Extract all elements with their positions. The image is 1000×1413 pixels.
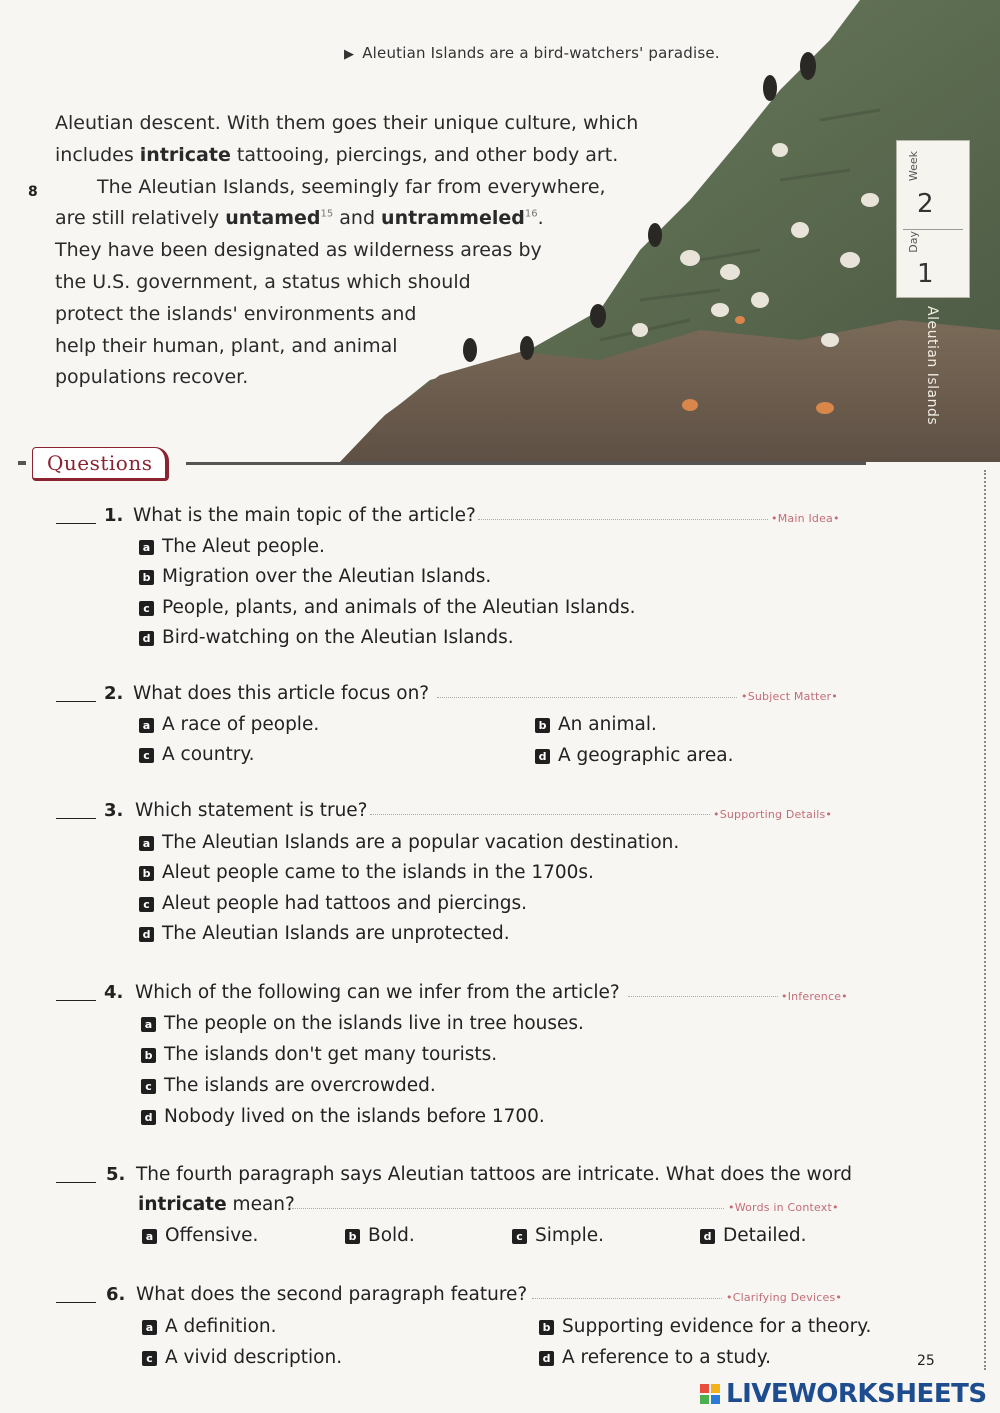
skill-label: •Words in Context• bbox=[728, 1201, 839, 1214]
caption-triangle-icon: ▶ bbox=[344, 47, 355, 62]
answer-blank[interactable] bbox=[56, 701, 96, 702]
week-label: Week bbox=[907, 151, 920, 182]
question-text: What is the main topic of the article? bbox=[133, 505, 476, 526]
dotted-leader bbox=[478, 519, 768, 520]
article-line: They have been designated as wilderness areas by bbox=[55, 239, 542, 262]
unit-title: Aleutian Islands bbox=[924, 306, 940, 426]
article-line: protect the islands' environments and bbox=[55, 302, 417, 325]
question-text: What does this article focus on? bbox=[133, 683, 430, 704]
brand-name: LIVEWORKSHEETS bbox=[726, 1379, 987, 1409]
option-a[interactable]: a Offensive. bbox=[142, 1225, 258, 1246]
question-number: 5. bbox=[106, 1164, 126, 1185]
article-text bbox=[55, 108, 675, 394]
question-text: The fourth paragraph says Aleutian tattoos are intricate. What does the word bbox=[136, 1164, 853, 1185]
option-a[interactable]: a The people on the islands live in tree houses. bbox=[141, 1013, 584, 1034]
footnote-marker: 16 bbox=[524, 209, 538, 221]
option-c[interactable]: c A vivid description. bbox=[142, 1347, 342, 1368]
option-c[interactable]: c Aleut people had tattoos and piercings. bbox=[139, 893, 527, 914]
option-b[interactable]: b Aleut people came to the islands in the 1700s. bbox=[139, 862, 594, 883]
skill-label: •Main Idea• bbox=[771, 512, 840, 525]
photo-caption: ▶ Aleutian Islands are a bird-watchers' paradise. bbox=[344, 44, 720, 62]
questions-header bbox=[0, 446, 1000, 482]
option-b[interactable]: b An animal. bbox=[535, 714, 657, 735]
option-b[interactable]: b Bold. bbox=[345, 1225, 415, 1246]
option-d[interactable]: d Detailed. bbox=[700, 1225, 807, 1246]
article-line: populations recover. bbox=[55, 366, 249, 389]
question-number: 2. bbox=[104, 683, 124, 704]
option-d[interactable]: d Bird-watching on the Aleutian Islands. bbox=[139, 627, 514, 648]
skill-label: •Subject Matter• bbox=[741, 690, 838, 703]
answer-blank[interactable] bbox=[56, 1182, 96, 1183]
article-line: help their human, plant, and animal bbox=[55, 334, 398, 357]
answer-blank[interactable] bbox=[56, 818, 96, 819]
page-edge bbox=[984, 470, 989, 1370]
article-line: The Aleutian Islands, seemingly far from everywhere, bbox=[97, 175, 606, 198]
option-b[interactable]: b Supporting evidence for a theory. bbox=[539, 1316, 871, 1337]
option-a[interactable]: a A definition. bbox=[142, 1316, 277, 1337]
option-b[interactable]: b The islands don't get many tourists. bbox=[141, 1044, 497, 1065]
option-c[interactable]: c Simple. bbox=[512, 1225, 604, 1246]
question-text: What does the second paragraph feature? bbox=[136, 1284, 528, 1305]
question-text: Which of the following can we infer from the article? bbox=[135, 982, 620, 1003]
answer-blank[interactable] bbox=[56, 1302, 96, 1303]
skill-label: •Supporting Details• bbox=[713, 808, 833, 821]
footnote-marker: 15 bbox=[320, 209, 334, 221]
dotted-leader bbox=[628, 996, 778, 997]
page-number: 25 bbox=[917, 1353, 935, 1369]
option-d[interactable]: d A geographic area. bbox=[535, 745, 733, 766]
option-c[interactable]: c A country. bbox=[139, 744, 255, 765]
skill-label: •Clarifying Devices• bbox=[726, 1291, 843, 1304]
dotted-leader bbox=[532, 1298, 722, 1299]
article-line: the U.S. government, a status which should bbox=[55, 270, 471, 293]
liveworksheets-brand[interactable] bbox=[700, 1378, 987, 1410]
liveworksheets-logo-icon bbox=[700, 1384, 720, 1404]
question-number: 4. bbox=[104, 982, 124, 1003]
option-b[interactable]: b Migration over the Aleutian Islands. bbox=[139, 566, 491, 587]
dotted-leader bbox=[292, 1208, 724, 1209]
day-number: 1 bbox=[917, 259, 934, 289]
dotted-leader bbox=[370, 814, 710, 815]
option-d[interactable]: d The Aleutian Islands are unprotected. bbox=[139, 923, 510, 944]
option-d[interactable]: d A reference to a study. bbox=[539, 1347, 771, 1368]
question-number: 3. bbox=[104, 800, 124, 821]
option-c[interactable]: c People, plants, and animals of the Aleutian Islands. bbox=[139, 597, 635, 618]
week-day-box bbox=[896, 140, 970, 298]
skill-label: •Inference• bbox=[781, 990, 848, 1003]
dotted-leader bbox=[437, 697, 737, 698]
article-line: are still relatively untamed$^{15}$ and untrammeled$^{16}$. bbox=[55, 207, 544, 230]
question-text: Which statement is true? bbox=[135, 800, 368, 821]
option-a[interactable]: a The Aleutian Islands are a popular vacation destination. bbox=[139, 832, 679, 853]
header-rule bbox=[186, 462, 866, 465]
week-day-tab bbox=[896, 140, 970, 460]
option-a[interactable]: a A race of people. bbox=[139, 714, 319, 735]
section-title: Questions bbox=[32, 447, 169, 481]
option-d[interactable]: d Nobody lived on the islands before 1700. bbox=[141, 1106, 545, 1127]
question-number: 1. bbox=[104, 505, 124, 526]
day-label: Day bbox=[907, 231, 920, 253]
option-c[interactable]: c The islands are overcrowded. bbox=[141, 1075, 436, 1096]
week-number: 2 bbox=[917, 189, 934, 219]
question-number: 6. bbox=[106, 1284, 126, 1305]
article-line: includes intricate tattooing, piercings, and other body art. bbox=[55, 143, 619, 166]
question-text-continued: intricate mean? bbox=[138, 1194, 295, 1215]
option-a[interactable]: a The Aleut people. bbox=[139, 536, 325, 557]
answer-blank[interactable] bbox=[56, 1000, 96, 1001]
answer-blank[interactable] bbox=[56, 523, 96, 524]
paragraph-number: 8 bbox=[28, 184, 38, 200]
header-tick bbox=[18, 461, 26, 465]
article-line: Aleutian descent. With them goes their unique culture, which bbox=[55, 112, 639, 134]
